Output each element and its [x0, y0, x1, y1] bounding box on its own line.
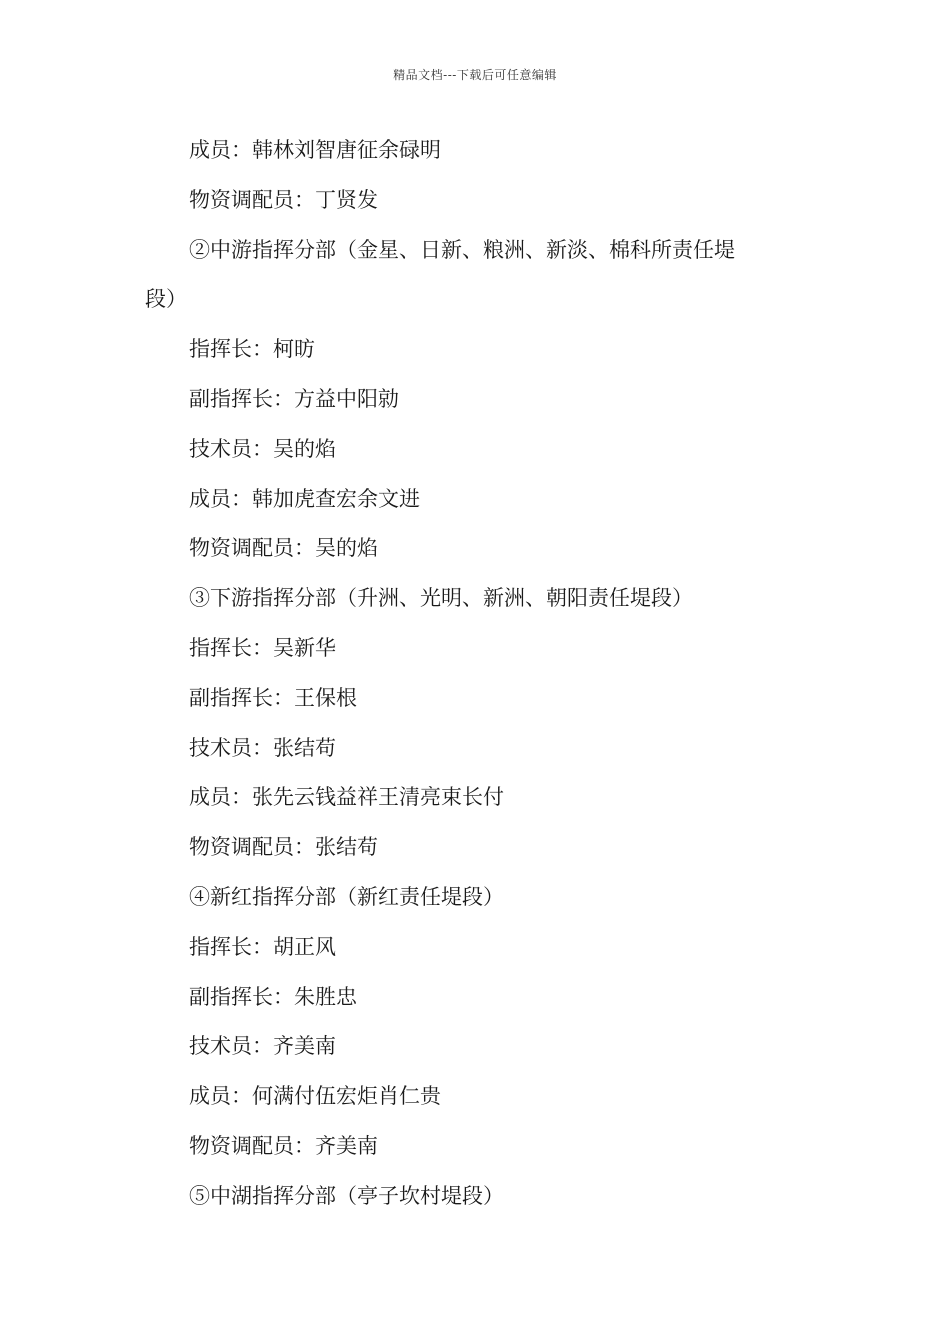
supply-officer-line: 物资调配员：张结苟	[189, 835, 378, 860]
deputy-commander-line: 副指挥长：朱胜忠	[189, 984, 357, 1009]
technician-line: 技术员：张结苟	[189, 735, 336, 760]
commander-line: 指挥长：胡正风	[189, 934, 336, 959]
section-heading-midstream-continued: 段）	[145, 287, 187, 312]
section-heading-midstream: ②中游指挥分部（金星、日新、粮洲、新淡、棉科所责任堤	[189, 237, 735, 262]
page-header: 精品文档---下载后可任意编辑	[393, 68, 557, 82]
supply-officer-line: 物资调配员：齐美南	[189, 1133, 378, 1158]
supply-officer-line: 物资调配员：吴的焰	[189, 536, 378, 561]
section-heading-downstream: ③下游指挥分部（升洲、光明、新洲、朝阳责任堤段）	[189, 586, 693, 611]
deputy-commander-line: 副指挥长：王保根	[189, 685, 357, 710]
commander-line: 指挥长：柯昉	[189, 337, 315, 362]
commander-line: 指挥长：吴新华	[189, 635, 336, 660]
section-heading-xinhong: ④新红指挥分部（新红责任堤段）	[189, 884, 504, 909]
deputy-commander-line: 副指挥长：方益中阳勍	[189, 386, 399, 411]
member-line: 成员：韩加虎查宏余文进	[189, 486, 420, 511]
member-line: 成员：张先云钱益祥王清亮束长付	[189, 785, 504, 810]
supply-officer-line: 物资调配员：丁贤发	[189, 187, 378, 212]
technician-line: 技术员：齐美南	[189, 1034, 336, 1059]
section-heading-zhonghu: ⑤中湖指挥分部（亭子坎村堤段）	[189, 1183, 504, 1208]
member-line: 成员：韩林刘智唐征余碌明	[189, 138, 441, 162]
technician-line: 技术员：吴的焰	[189, 436, 336, 461]
document-body	[145, 126, 825, 1222]
member-line: 成员：何满付伍宏炬肖仁贵	[189, 1084, 441, 1109]
